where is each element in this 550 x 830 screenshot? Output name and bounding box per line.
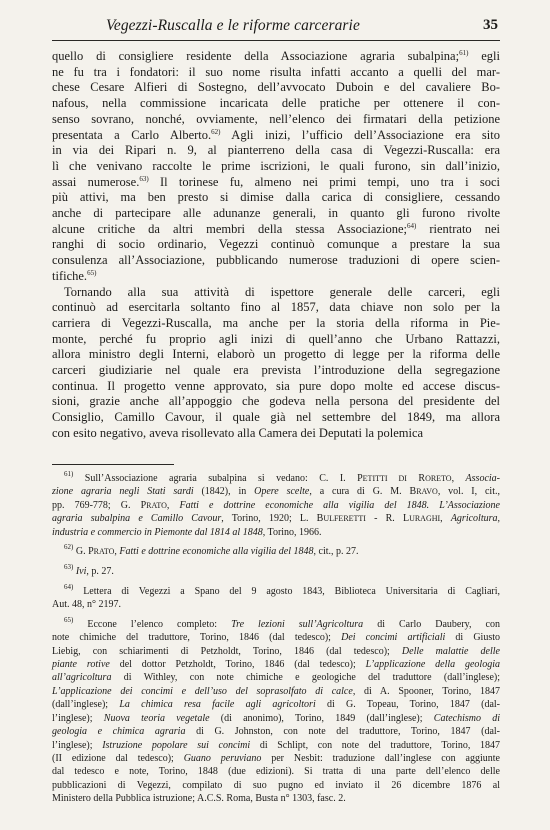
body-line: Tornando alla sua attività di ispettore generale delle carceri, egli xyxy=(64,284,500,299)
footnote-line: l’inglese); Istruzione popolare sui concimi di Schlipt, con note del traduttore, Torino, 1847 xyxy=(52,739,500,751)
running-head xyxy=(52,17,500,39)
footnote-line: Liebig, con schiarimenti di Petzholdt, Torino, 1846 (dal tedesco); Delle malattie delle xyxy=(52,645,500,657)
footnote xyxy=(52,615,501,806)
body-line: assai numerose.$^{63)}$ Il torinese fu, almeno nei primi tempi, uno tra i soci xyxy=(52,174,500,189)
footnote-line: L’applicazione dei concimi e dell’uso del soprasolfato di calce, di A. Spooner, Torino, 1847 xyxy=(52,685,501,697)
footnote-line: $^{63)}$ Ivi, p. 27. xyxy=(64,563,114,578)
body-line: chese Cesare Alfieri di Sostegno, dell’avvocato Duboin e del cavaliere Bo- xyxy=(52,80,500,95)
body-line: tifiche.$^{65)}$ xyxy=(52,268,97,283)
footnote-line: dal tedesco e note, Torino, 1848 (due edizioni). Si tratta di una parte dell’elenco delle xyxy=(52,766,500,778)
footnote-separator xyxy=(52,464,174,465)
footnote-line: zione agraria negli Stati sardi (1842), in Opere scelte, a cura di G. M. BRAVO, vol. I, cit., xyxy=(52,486,500,498)
book-page xyxy=(52,0,500,830)
body-line: sioni, grazie anche all’appoggio che godeva nella persona del presidente del xyxy=(52,394,500,409)
body-line: presentata a Carlo Alberto.$^{62)}$ Agli inizi, l’ufficio dell’Associazione era sito xyxy=(52,127,500,142)
footnote-line: $^{64)}$ Lettera di Vegezzi a Spano del 9 agosto 1843, Biblioteca Universitaria di Cagliari, xyxy=(64,582,500,597)
footnote-line: $^{65)}$ Eccone l’elenco completo: Tre lezioni sull’Agricoltura di Carlo Daubery, con xyxy=(64,615,500,630)
footnote xyxy=(52,565,500,578)
footnote xyxy=(52,472,500,539)
footnote-line: agraria subalpina e Camillo Cavour, Torino, 1920; L. BULFERETTI - R. LURAGHI, Agricoltura, xyxy=(52,513,500,525)
body-line: in via dei Ripari n. 9, al pianterreno della casa di Vegezzi-Ruscalla: era xyxy=(52,143,500,158)
body-line: anche di partecipare alle adunanze generali, in quanto gli furono rivolte xyxy=(52,206,500,221)
body-line: continuò ad esercitarla soltanto fino al 1857, data chiave non solo per la xyxy=(52,300,500,315)
body-line: nafous, nella commissione incaricata delle pratiche per ottenere il con- xyxy=(52,96,500,111)
footnote-line: pp. 769-778; G. PRATO, Fatti e dottrine economiche alla vigilia del 1848. L’Associazione xyxy=(52,499,500,511)
body-line: Consiglio, Camillo Cavour, il quale già nel settembre del 1849, ma allora xyxy=(52,410,500,425)
body-line: consulenza all’Associazione, pubblicando numerose traduzioni di opere scien- xyxy=(52,253,500,268)
footnote-line: l’inglese); Nuova teoria vegetale (di anonimo), Torino, 1849 (dall’inglese); Catechismo di xyxy=(52,712,501,724)
body-line: quello di consigliere residente della Associazione agraria subalpina;$^{61)}$ egli xyxy=(52,49,500,63)
body-line: ne fu tra i fondatori: il suo nome risulta infatti accanto a quelli del mar- xyxy=(52,64,500,79)
footnote-line: Aut. 48, n° 2197. xyxy=(52,599,121,611)
footnote-line: piante rotive del dottor Petzholdt, Torino, 1846 (dal tedesco); L’applicazione della geologia xyxy=(52,659,500,671)
footnote-line: industria e commercio in Piemonte dal 1814 al 1848, Torino, 1966. xyxy=(52,526,322,538)
footnotes xyxy=(52,472,500,812)
header-rule xyxy=(52,40,500,41)
body-line: senso sovrano, nonché, ovviamente, nell’elenco dei firmatari della petizione xyxy=(52,111,500,126)
page-number: 35 xyxy=(483,17,498,33)
footnote-line: $^{62)}$ G. PRATO, Fatti e dottrine economiche alla vigilia del 1848, cit., p. 27. xyxy=(64,543,359,558)
body-line: ranghi di socio ordinario, Vegezzi continuò comunque a prestare la sua xyxy=(52,237,500,252)
body-line: più attivi, ma ben presto si dimise dalla carica di consigliere, cessando xyxy=(52,190,500,205)
body-text xyxy=(52,49,500,442)
footnote-line: all’agricoltura di Withley, con note chimiche e geologiche del traduttore (dall’inglese); xyxy=(52,672,500,684)
footnote-line: geologia e chimica agraria di G. Johnston, con note del traduttore, Torino, 1847 (dal- xyxy=(52,726,500,738)
body-line: carriera di Vegezzi-Ruscalla, ma anche per la storia della riforma in Pie- xyxy=(52,315,500,330)
body-line: carceri giudiziarie nel quale era prevista l’introduzione della segregazione xyxy=(52,363,500,378)
footnote xyxy=(52,545,500,558)
body-line: con esito negativo, aveva risollevato alla Camera dei Deputati la polemica xyxy=(52,425,424,440)
body-line: alcune critiche da altri membri della stessa Associazione;$^{64)}$ rientrato nei xyxy=(52,221,500,236)
footnote-line: Ministero della Pubblica istruzione; A.C.S. Roma, Busta n° 1303, fasc. 2. xyxy=(52,793,346,805)
footnote-line: (II edizione dal tedesco); Guano peruviano per Nesbit: traduzione dall’inglese con aggiunte xyxy=(52,752,500,764)
footnote-line: pubblicazioni di Vegezzi, compilato di suo pugno ed inviato il 26 dicembre 1876 al xyxy=(52,779,500,791)
body-line: continua. Il progetto venne approvato, sia pure dopo molte ed accese discus- xyxy=(52,378,500,393)
footnote-line: $^{61)}$ Sull’Associazione agraria subalpina si vedano: C. I. PETITTI DI RORETO, Associa- xyxy=(64,470,500,484)
footnote-line: note chimiche del traduttore, Torino, 1846 (dal tedesco); Dei concimi artificiali di Giusto xyxy=(52,632,501,644)
running-head-title: Vegezzi-Ruscalla e le riforme carcerarie xyxy=(106,17,360,34)
body-line: allora ministro degli Interni, elaborò un progetto di legge per la riforma delle xyxy=(52,347,500,362)
body-line: monte, perché fu proprio agli inizi di quell’anno che Urbano Rattazzi, xyxy=(52,331,500,346)
body-line: lì che venivano raccolte le prime iscrizioni, le quali furono, sin dall’inizio, xyxy=(52,158,500,173)
footnote-line: (dall’inglese); La chimica resa facile agli agricoltori di G. Topeau, Torino, 1847 (dal- xyxy=(52,699,501,711)
footnote xyxy=(52,582,500,612)
